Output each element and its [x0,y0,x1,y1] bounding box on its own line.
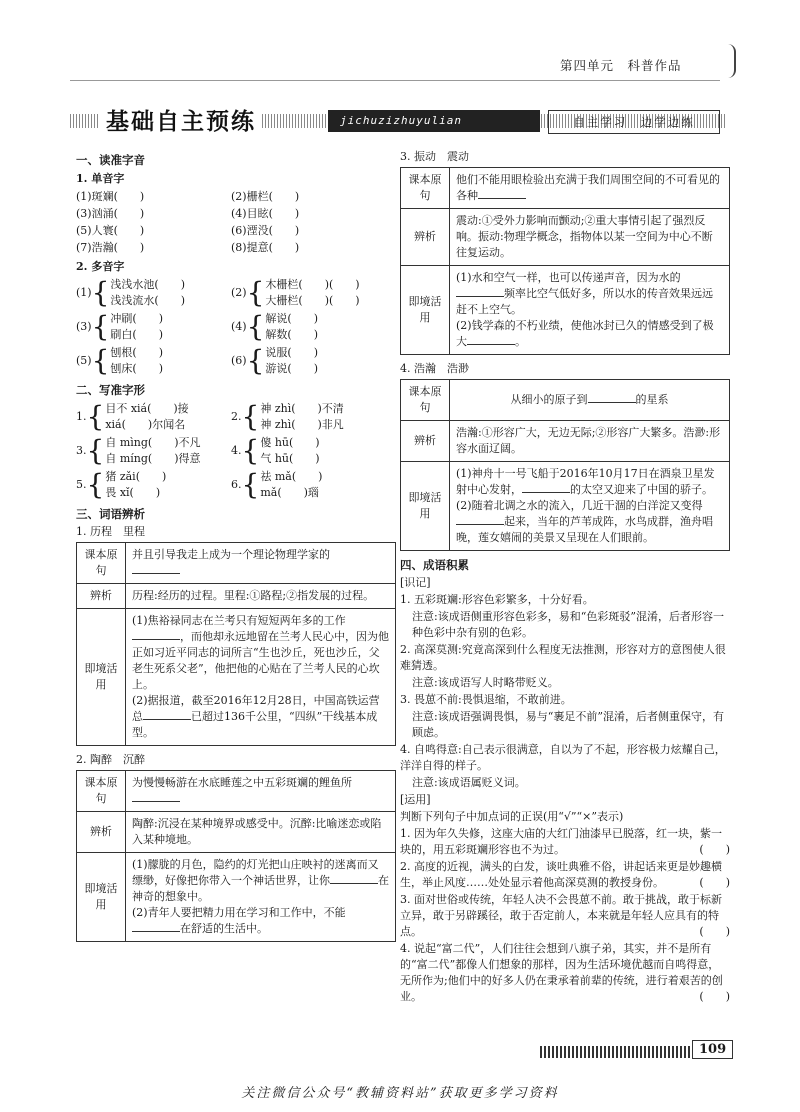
sec2-item: 自 míng( )得意 [105,452,201,465]
answer-blank[interactable] [456,286,504,297]
item-number: 4. [231,444,242,457]
single-item: (2)栅栏( ) [231,190,300,203]
footer-note: 关注微信公众号“教辅资料站”获取更多学习资料 [241,1086,559,1101]
use-text: 的太空又迎来了中国的骄子。 [570,483,713,496]
left-column [76,148,396,948]
brace-icon: { [91,276,110,309]
banner-title: 基础自主预练 [100,108,262,136]
use-label: 即境活用 [401,266,450,355]
judge-text: 4. 说起“富二代”，人们往往会想到八旗子弟，其实，并不是所有的“富二代”都像人们想象的那样，因为生活环境优越而自鸣得意，无所作为;他们中的好多人仍在秉承着前辈的传统，进行着艰苦的创业。 [400,942,723,1003]
judge-list [400,826,730,1005]
multi-item: 刷白( ) [110,328,164,341]
answer-paren[interactable]: ( ) [699,925,730,938]
answer-blank[interactable] [132,791,180,802]
unit-header: 第四单元 科普作品 [560,58,682,73]
item-number: 1. [76,410,87,423]
multi-row [76,344,396,378]
use-cell [126,609,396,746]
answer-blank[interactable] [522,482,570,493]
ana-label: 辨析 [401,421,450,462]
src-label: 课本原句 [77,771,126,812]
brace-icon: { [91,344,110,377]
use-text: ，而他却永远地留在兰考人民心中，因为他正如习近平同志的词所言“生也沙丘，死也沙丘，父老生死系父老”，他把他的心贴在了兰考人民的心坎上。 [132,630,389,691]
w4-table [400,379,730,551]
use-cell [450,462,730,551]
idiom-item: 1. 五彩斑斓:形容色彩繁多，十分好看。 [400,593,594,606]
right-column [400,148,730,1006]
multi-item: 冲刷( ) [110,312,164,325]
single-item: (8)提意( ) [231,241,300,254]
answer-blank[interactable] [132,921,180,932]
single-row [76,188,396,205]
item-number: (3) [76,320,92,333]
use-text: (1)焦裕禄同志在兰考只有短短两年多的工作 [132,614,346,627]
item-number: 5. [76,478,87,491]
answer-blank[interactable] [588,392,636,403]
sec2-item: 神 zhì( )非凡 [260,418,344,431]
item-number: (4) [231,320,247,333]
idiom-list [400,592,730,791]
w3-head: 3. 振动 震动 [400,150,469,163]
src-label: 课本原句 [77,543,126,584]
multi-list [76,276,396,378]
sec2-group [231,469,322,501]
use-label: 即境活用 [77,853,126,942]
answer-blank[interactable] [132,629,180,640]
judge-text: 3. 面对世俗或传统，年轻人决不会畏葸不前。敢于挑战，敢于标新立异，敢于另辟蹊径，敢于否定前人，本来就是年轻人应具有的特点。 [400,893,722,938]
use-text: 。 [515,335,526,348]
multi-group [76,345,231,377]
idiom-item: 4. 自鸣得意:自己表示很满意，自以为了不起，形容极力炫耀自己，洋洋自得的样子。 [400,743,726,772]
ana-label: 辨析 [77,812,126,853]
multi-group [76,311,231,343]
use-label: 即境活用 [401,462,450,551]
ana-label: 辨析 [401,209,450,266]
judge-item [400,826,730,858]
use-label: 即境活用 [77,609,126,746]
idiom-note: 注意:该成语写人时略带贬义。 [412,676,559,689]
src-text: 为慢慢畅游在水底睡莲之中五彩斑斓的鲤鱼所 [132,776,352,789]
use-text: (2)随着北调之水的流入，几近干涸的白洋淀又变得 [456,499,703,512]
brace-icon: { [246,276,265,309]
use-text: 在舒适的生活中。 [180,922,268,935]
multi-item: 木栅栏( )( ) [265,278,360,291]
w3-table [400,167,730,355]
ana-text: 历程:经历的过程。里程:①路程;②指发展的过程。 [126,584,396,609]
src-text: 并且引导我走上成为一个理论物理学家的 [132,548,330,561]
multi-item: 刨床( ) [110,362,164,375]
brace-icon: { [246,310,265,343]
item-number: 3. [76,444,87,457]
multi-group [231,345,318,377]
sec4-title: 四、成语积累 [400,558,469,572]
sec2-item: 神 zhì( )不清 [260,402,344,415]
page-edge-bracket [728,44,736,78]
idiom-item: 3. 畏葸不前:畏惧退缩，不敢前进。 [400,693,572,706]
multi-item: 浅浅水池( ) [110,278,186,291]
src-text: 的星系 [635,393,669,406]
idiom-note: 注意:该成语属贬义词。 [412,776,526,789]
multi-group [76,277,231,309]
src-cell [126,771,396,812]
sec2-item: 目不 xiá( )接 [105,402,189,415]
multi-title: 2. 多音字 [76,260,125,273]
sec2-title: 二、写准字形 [76,383,145,397]
brace-icon: { [246,344,265,377]
use-text: 频率比空气低好多，所以水的传音效果远远赶不上空气。 [456,287,713,316]
tag-memorize: [识记] [400,576,431,589]
w2-head: 2. 陶醉 沉醉 [76,753,145,766]
single-row [76,205,396,222]
single-list [76,188,396,256]
judge-item [400,941,730,1005]
answer-blank[interactable] [330,873,378,884]
multi-group [231,277,360,309]
multi-item: 游说( ) [265,362,319,375]
answer-blank[interactable] [478,188,526,199]
item-number: (6) [231,354,247,367]
item-number: (1) [76,286,92,299]
answer-paren[interactable]: ( ) [699,990,730,1003]
src-cell [126,543,396,584]
use-text: 在神奇的想象中。 [132,874,389,903]
item-number: 2. [231,410,242,423]
brace-icon: { [91,310,110,343]
page-number: 109 [692,1040,733,1059]
footer-stripe [540,1046,690,1058]
single-item: (7)浩瀚( ) [76,241,145,254]
w1-table [76,542,396,746]
idiom-note: 注意:该成语强调畏惧，易与“裹足不前”混淆，后者侧重保守，有顾虑。 [412,710,724,739]
answer-paren[interactable]: ( ) [699,843,730,856]
src-text: 他们不能用眼检验出充满于我们周围空间的不可看见的各种 [456,173,720,202]
use-text: 起来，当年的芦苇成阵，水鸟成群，渔舟唱晚，莲女嬉闹的美景又呈现在人们眼前。 [456,515,713,544]
use-text: (1)朦胧的月色，隐约的灯光把山庄映衬的迷离而又缥缈，好像把你带入一个神话世界，让你 [132,858,379,887]
multi-item: 大栅栏( )( ) [265,294,360,307]
sec2-group [231,401,344,433]
sec2-row [76,468,396,502]
multi-item: 刨根( ) [110,346,164,359]
w4-head: 4. 浩瀚 浩渺 [400,362,469,375]
item-number: 6. [231,478,242,491]
src-cell [450,168,730,209]
single-item: (1)斑斓( ) [76,190,145,203]
multi-item: 解数( ) [265,328,319,341]
ana-text: 震动:①受外力影响而颤动;②重大事情引起了强烈反响。振动:物理学概念，指物体以某一空间为中心不断往复运动。 [450,209,730,266]
banner-slogan: 自主学习 边学边练 [548,110,720,134]
sec2-item: mǎ( )瑙 [260,486,319,499]
multi-item: 浅浅流水( ) [110,294,186,307]
brace-icon: { [86,434,105,467]
banner-pinyin: jichuzizhuyulian [328,110,540,132]
brace-icon: { [241,468,260,501]
single-item: (5)人寰( ) [76,224,145,237]
sec2-group [76,469,231,501]
answer-blank[interactable] [143,709,191,720]
single-item: (4)目眩( ) [231,207,300,220]
sec2-item: 猪 zǎi( ) [105,470,167,483]
ana-text: 浩瀚:①形容广大，无边无际;②形容广大繁多。浩渺:形容水面辽阔。 [450,421,730,462]
idiom-note: 注意:该成语侧重形容色彩多，易和“色彩斑驳”混淆，后者形容一种色彩中杂有别的色彩。 [412,610,724,639]
single-title: 1. 单音字 [76,172,125,185]
sec2-item: 畏 xǐ( ) [105,486,161,499]
judge-item [400,859,730,891]
answer-blank[interactable] [456,514,504,525]
w2-table [76,770,396,942]
use-text: (1)神舟十一号飞船于2016年10月17日在酒泉卫星发射中心发射， [456,467,715,496]
brace-icon: { [86,400,105,433]
sec2-item: 祛 mǎ( ) [260,470,323,483]
sec2-group [76,435,231,467]
multi-row [76,310,396,344]
item-number: (2) [231,286,247,299]
answer-blank[interactable] [132,563,180,574]
use-text: 已超过136千公里，“四纵”干线基本成型。 [132,710,378,739]
judge-text: 2. 高度的近视，满头的白发，谈吐典雅不俗，讲起话来更是妙趣横生，举止风度……处处显示着他高深莫测的教授身份。 [400,860,722,889]
brace-icon: { [241,434,260,467]
single-row [76,222,396,239]
brace-icon: { [241,400,260,433]
header-divider [70,80,720,81]
sec2-item: 自 mìng( )不凡 [105,436,201,449]
judge-intro: 判断下列句子中加点词的正误(用“√”“×”表示) [400,810,624,823]
judge-text: 1. 因为年久失修，这座大庙的大红门油漆早已脱落，红一块，紫一块的，用五彩斑斓形容也不为过。 [400,827,722,856]
tag-apply: [运用] [400,793,431,806]
src-label: 课本原句 [401,380,450,421]
sec2-item: 傻 hū( ) [260,436,320,449]
sec2-list [76,400,396,502]
single-item: (6)湮没( ) [231,224,300,237]
sec2-item: xiá( )尔闻名 [105,418,186,431]
use-cell [126,853,396,942]
multi-group [231,311,318,343]
use-text: (2)青年人要把精力用在学习和工作中，不能 [132,906,346,919]
sec2-row [76,434,396,468]
use-text: (2)据报道，截至2016年12月28日，中国高铁运营总 [132,694,380,723]
use-text: (1)水和空气一样，也可以传递声音，因为水的 [456,271,681,284]
ana-text: 陶醉:沉浸在某种境界或感受中。沉醉:比喻迷恋或陷入某种境地。 [126,812,396,853]
section-banner [70,108,725,136]
idiom-item: 2. 高深莫测:究竟高深到什么程度无法推测，形容对方的意图使人很难猜透。 [400,643,726,672]
brace-icon: { [86,468,105,501]
answer-blank[interactable] [467,334,515,345]
use-cell [450,266,730,355]
src-cell [450,380,730,421]
multi-item: 说服( ) [265,346,319,359]
sec3-title: 三、词语辨析 [76,507,145,521]
single-row [76,239,396,256]
single-item: (3)汹涌( ) [76,207,145,220]
answer-paren[interactable]: ( ) [699,876,730,889]
sec2-row [76,400,396,434]
sec2-item: 气 hū( ) [260,452,320,465]
sec2-group [76,401,231,433]
multi-row [76,276,396,310]
multi-item: 解说( ) [265,312,319,325]
src-label: 课本原句 [401,168,450,209]
w1-head: 1. 历程 里程 [76,525,145,538]
src-text: 从细小的原子到 [510,393,588,406]
judge-item [400,892,730,940]
item-number: (5) [76,354,92,367]
sec2-group [231,435,320,467]
ana-label: 辨析 [77,584,126,609]
use-text: (2)钱学森的不朽业绩，使他冰封已久的情感受到了极大 [456,319,714,348]
sec1-title: 一、读准字音 [76,153,145,167]
